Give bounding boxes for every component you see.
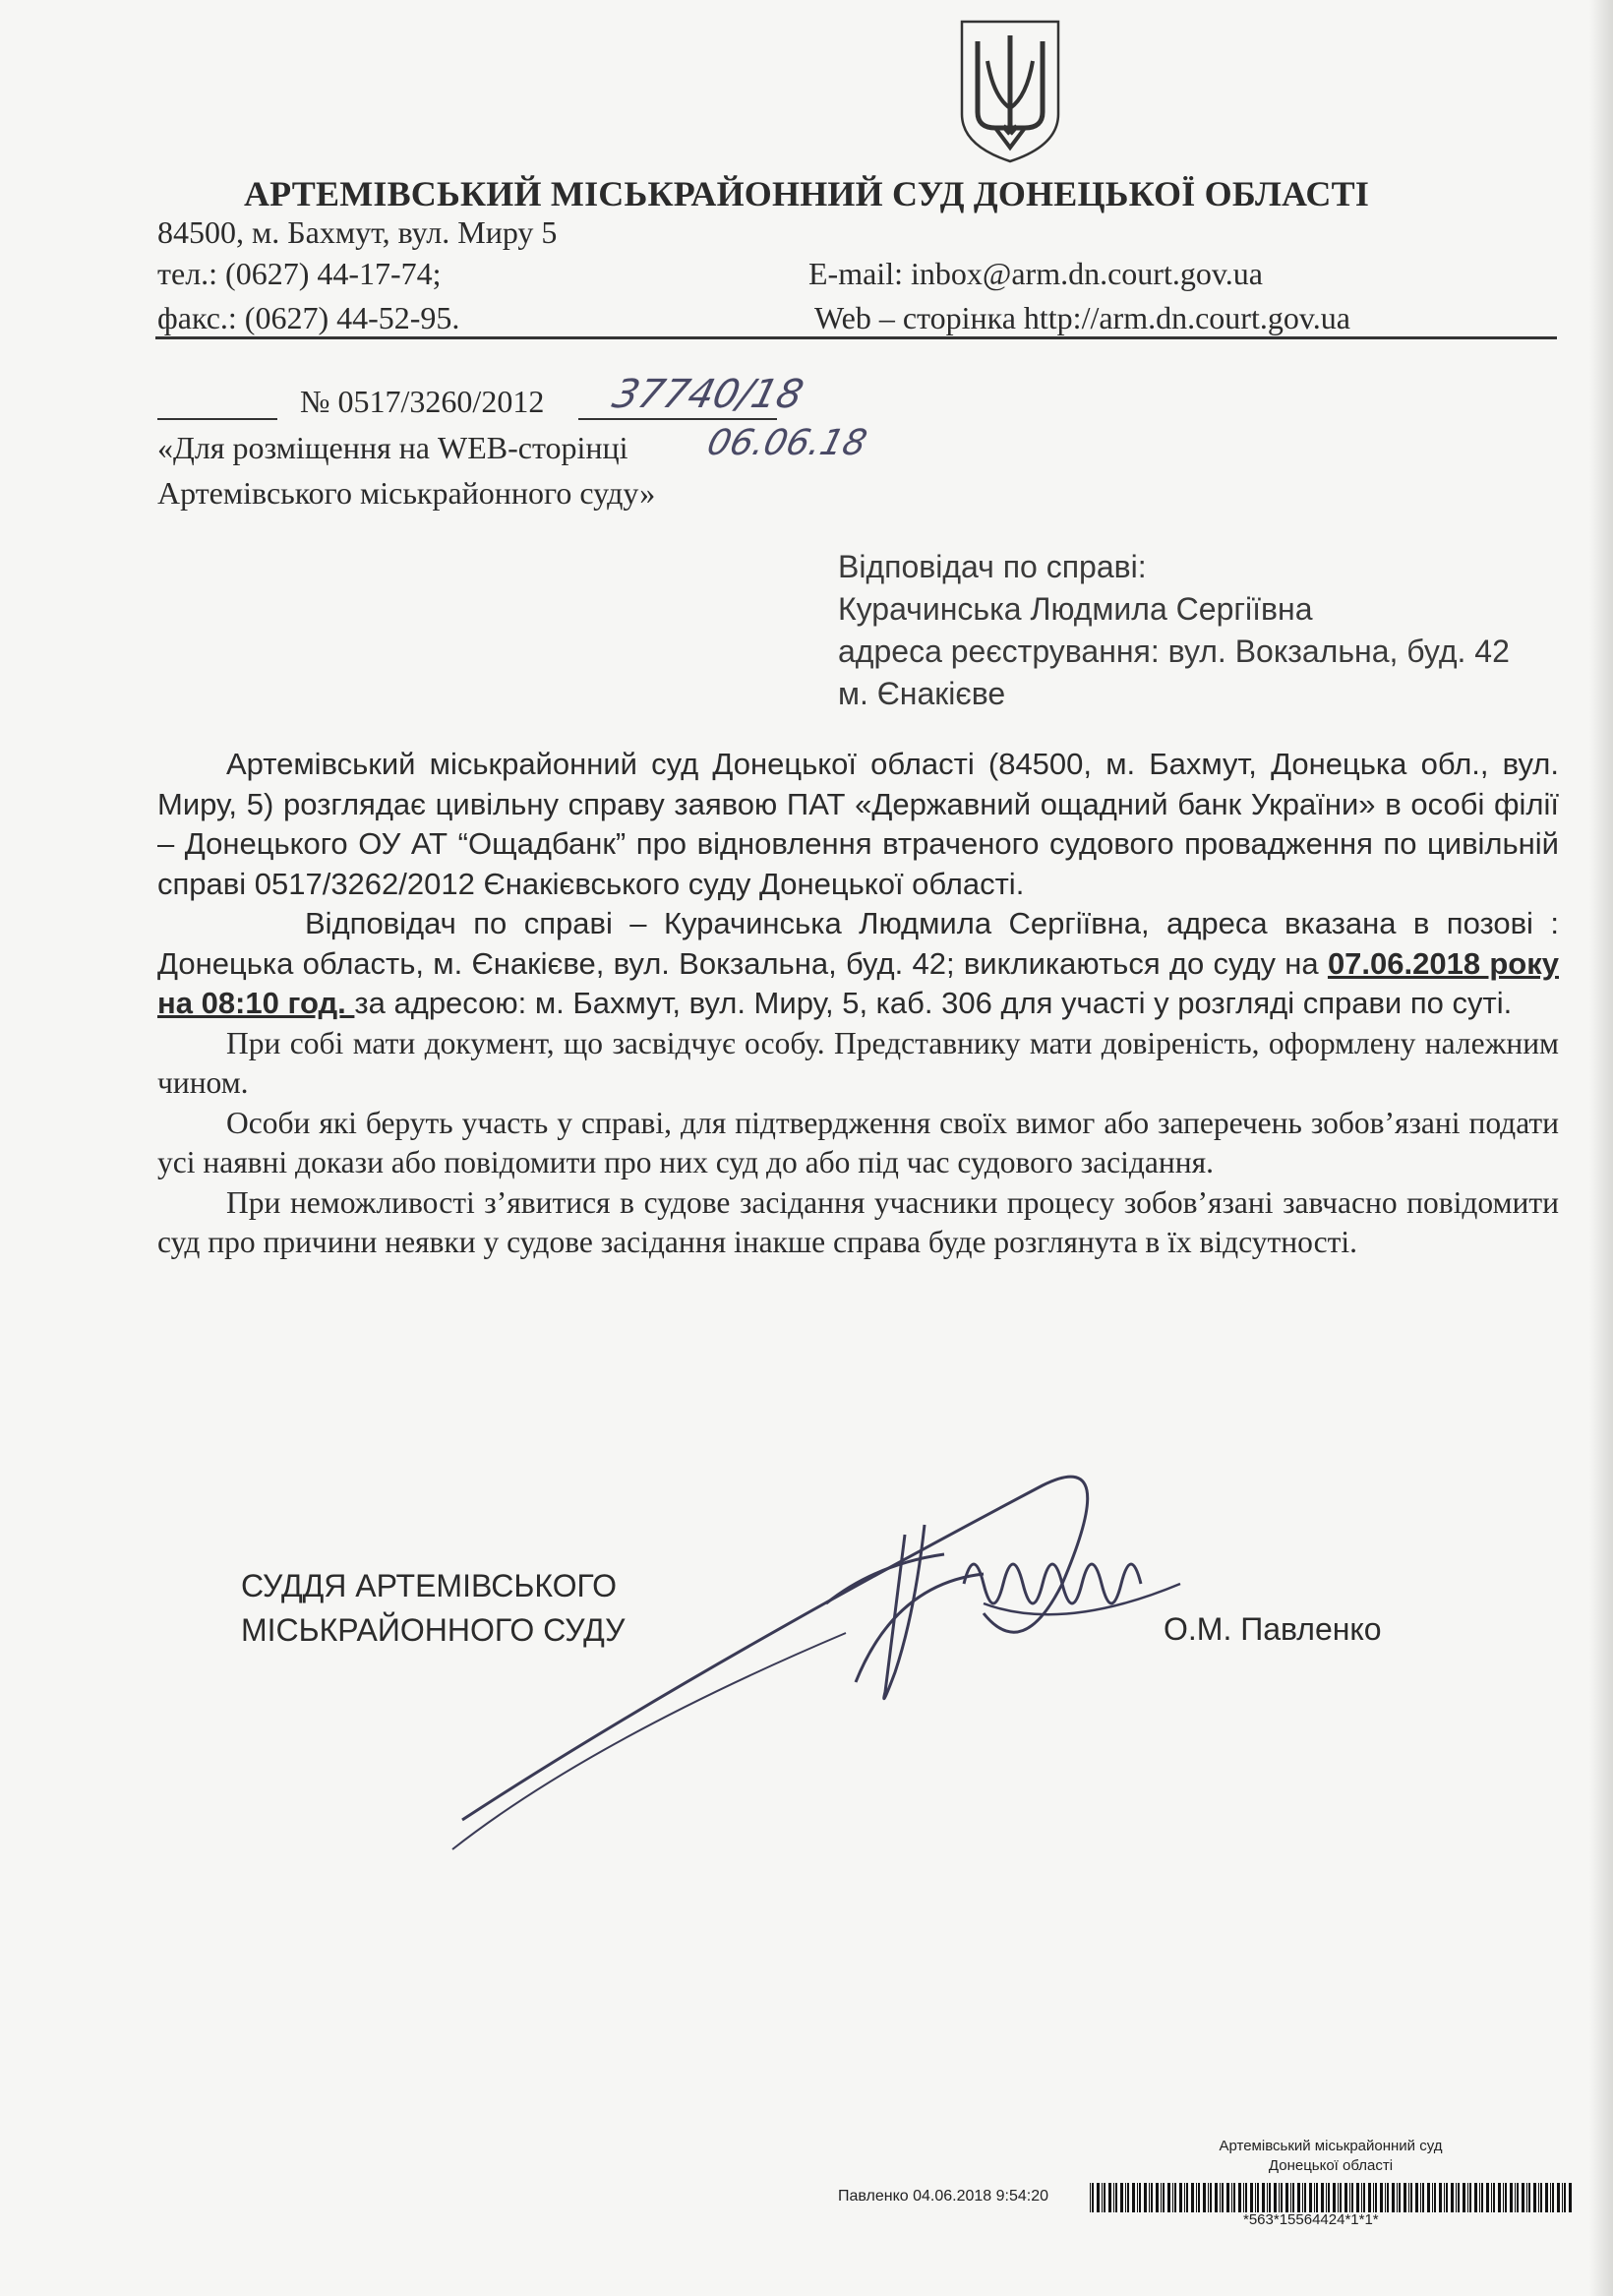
paragraph-absence: При неможливості з’явитися в судове засідання учасники процесу зобов’язані завчасно повідомити суд про причини неявки у судове засідання інакше справа буде розглянута в їх відсутності.	[157, 1184, 1559, 1259]
court-fax: факс.: (0627) 44-52-95.	[157, 300, 460, 335]
court-address: 84500, м. Бахмут, вул. Миру 5	[157, 214, 558, 250]
registration-underline	[578, 418, 777, 420]
judge-title-line-1: СУДДЯ АРТЕМІВСЬКОГО	[241, 1568, 617, 1603]
barcode-icon	[1090, 2183, 1574, 2212]
registration-number: № 0517/3260/2012	[300, 384, 545, 419]
web-note-line-2: Артемівського міськрайонного суду»	[157, 475, 656, 511]
registration-blank-line	[157, 418, 277, 420]
judge-title-line-2: МІСЬКРАЙОННОГО СУДУ	[241, 1612, 626, 1648]
court-phone: тел.: (0627) 44-17-74;	[157, 256, 442, 291]
court-name-heading: АРТЕМІВСЬКИЙ МІСЬКРАЙОННИЙ СУД ДОНЕЦЬКОЇ ОБЛАСТІ	[243, 174, 1370, 213]
judge-name: О.М. Павленко	[1164, 1611, 1382, 1647]
web-note-line-1: «Для розміщення на WEB-сторінці	[157, 430, 628, 465]
scan-page-edge	[1589, 0, 1613, 2296]
summons-text-a: Відповідач по справі – Курачинська Людмила Сергіївна, адреса вказана в позові : Донецька область, м. Єнакієве, вул. Вокзальна, буд. 42; викликаються до суду на	[157, 906, 1559, 981]
handwritten-incoming-number: 37740/18	[608, 372, 808, 417]
handwritten-date: 06.06.18	[702, 423, 871, 463]
respondent-address: адреса реєстрування: вул. Вокзальна, буд. 42	[838, 634, 1510, 669]
stamp-court-line-1: Артемівський міськрайонний суд	[1219, 2138, 1443, 2154]
paragraph-evidence: Особи які беруть участь у справі, для підтвердження своїх вимог або заперечень зобов’язані подати усі наявні докази або повідомити про них суд до або під час судового засідання.	[157, 1105, 1559, 1179]
trident-emblem-icon	[956, 18, 1064, 165]
summons-text-b: за адресою: м. Бахмут, вул. Миру, 5, каб. 306 для участі у розгляді справи по суті.	[354, 986, 1513, 1020]
web-publication-note	[157, 425, 655, 515]
court-website: Web – сторінка http://arm.dn.court.gov.ua	[814, 300, 1350, 335]
paragraph-case-description: Артемівський міськрайонний суд Донецької області (84500, м. Бахмут, Донецька обл., вул. Миру, 5) розглядає цивільну справу заявою ПАТ «Державний ощадний банк України» в особі філії – Донецького ОУ АТ “Ощадбанк” про відновлення втраченого судового провадження по цивільній справі 0517/3262/2012 Єнакієвського суду Донецької області.	[157, 747, 1559, 901]
handwritten-signature-icon	[433, 1466, 1318, 1879]
respondent-label: Відповідач по справі:	[838, 549, 1147, 584]
header-divider	[155, 336, 1557, 339]
stamp-barcode-code: *563*15564424*1*1*	[1243, 2211, 1379, 2228]
stamp-court-line-2: Донецької області	[1268, 2157, 1394, 2174]
stamp-user-datetime: Павленко 04.06.2018 9:54:20	[838, 2188, 1049, 2205]
paragraph-summons	[157, 904, 1559, 1024]
stamp-court-name	[1188, 2137, 1473, 2176]
paragraph-documents: При собі мати документ, що засвідчує особу. Представнику мати довіреність, оформлену належним чином.	[157, 1025, 1559, 1100]
letter-body	[157, 745, 1559, 1263]
respondent-name: Курачинська Людмила Сергіївна	[838, 591, 1313, 627]
respondent-block	[838, 546, 1510, 715]
hearing-datetime: 07.06.2018 року на 08:10 год.	[157, 945, 1559, 1020]
court-email: E-mail: inbox@arm.dn.court.gov.ua	[808, 256, 1263, 291]
respondent-city: м. Єнакієве	[838, 676, 1006, 711]
